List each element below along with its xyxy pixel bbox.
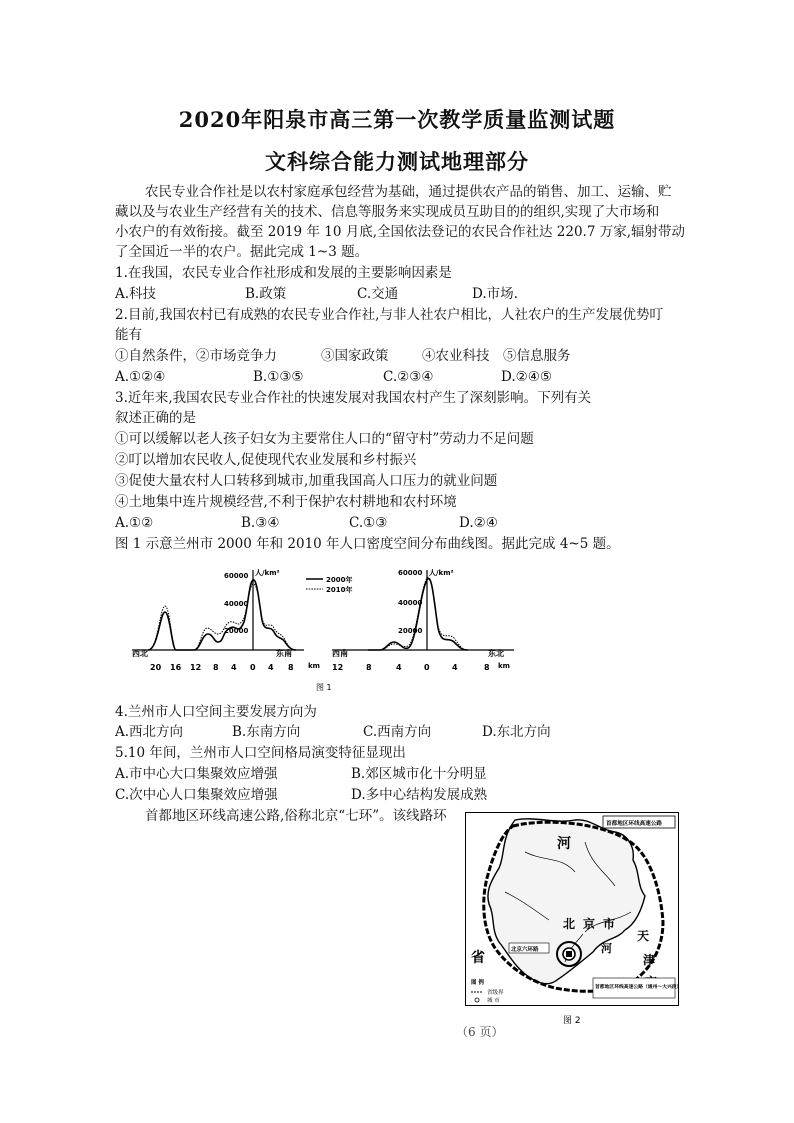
q4-option-d: D.东北方向 <box>482 724 551 740</box>
left-xtick-4: 4 <box>231 663 237 672</box>
label-jing: 京 <box>583 917 596 931</box>
right-unit: 人/km² <box>429 569 454 577</box>
right-curve-2000 <box>368 579 468 650</box>
label-sheng: 省 <box>471 950 485 966</box>
q1-option-a: A.科技 <box>115 286 157 302</box>
right-dir-sw: 西南 <box>332 649 348 658</box>
q1-option-d: D.市场. <box>472 286 518 302</box>
label-he: 河 <box>557 836 571 852</box>
q2-item-3: ④农业科技 <box>422 348 490 364</box>
q3-option-d: D.②④ <box>459 515 498 531</box>
q1-option-c: C.交通 <box>357 286 399 302</box>
q3-option-c: C.①③ <box>349 515 388 531</box>
left-xtick-20: 20 <box>150 663 162 672</box>
q1-stem: 1.在我国，农民专业合作社形成和发展的主要影响因素是 <box>115 265 452 281</box>
q4-stem: 4.兰州市人口空间主要发展方向为 <box>115 704 317 720</box>
left-xtick-12: 12 <box>190 663 202 672</box>
right-xtick-8b: 8 <box>484 663 490 672</box>
right-xtick-0: 0 <box>424 663 430 672</box>
q3-item-4: ④土地集中连片规模经营,不利于保护农村耕地和农村环境 <box>115 494 457 510</box>
q2-item-2: ③国家政策 <box>321 348 389 364</box>
left-km: km <box>308 662 320 670</box>
beijing-core <box>566 951 572 957</box>
q3-item-1: ①可以缓解以老人孩子妇女为主要常住人口的“留守村”劳动力不足问题 <box>115 431 534 447</box>
right-ytick-20000: 20000 <box>398 627 423 635</box>
map-ref-city: 城 市 <box>487 998 500 1004</box>
q2-stem-1: 2.目前,我国农村已有成熟的农民专业合作社,与非人社农户相比，人社农户的生产发展优势叮 <box>115 307 663 323</box>
left-ytick-60000: 60000 <box>224 572 249 580</box>
left-curve-2000 <box>148 580 296 650</box>
fig2-caption: 图 2 <box>563 1016 581 1026</box>
intro-line-1: 农民专业合作社是以农村家庭承包经营为基础，通过提供农产品的销售、加工、运输、贮 <box>145 184 672 200</box>
right-curve-2010 <box>368 577 468 650</box>
map-legend-label: 首都地区环线高速公路 <box>606 821 662 827</box>
fig1-caption: 图 1 <box>316 683 332 692</box>
left-dir-nw: 西北 <box>132 649 148 658</box>
legend-2000: 2000年 <box>326 576 353 584</box>
q3-item-2: ②叮以增加农民收人,促使现代农业发展和乡村振兴 <box>115 452 417 468</box>
q4-option-a: A.西北方向 <box>115 724 184 740</box>
q2-option-d: D.②④⑤ <box>501 369 552 385</box>
left-ytick-40000: 40000 <box>224 600 249 608</box>
right-xtick-4: 4 <box>396 663 402 672</box>
q2-option-c: C.②③④ <box>383 369 434 385</box>
left-xtick-8b: 8 <box>288 663 294 672</box>
q1-option-b: B.政策 <box>245 286 287 302</box>
q2-option-b: B.①③⑤ <box>253 369 304 385</box>
figure-1-chart <box>118 562 520 696</box>
left-xtick-8: 8 <box>213 663 219 672</box>
q5-option-a: A.市中心大口集聚效应增强 <box>115 766 278 782</box>
legend-2010: 2010年 <box>326 586 353 594</box>
right-xtick-12: 12 <box>332 663 344 672</box>
left-dir-se: 东南 <box>276 649 292 658</box>
map-section-label: 首都地区环线高速公路（通州～大兴段） <box>595 985 681 990</box>
page-footer: （6 页） <box>456 1025 504 1039</box>
left-ytick-20000: 20000 <box>224 627 249 635</box>
intro-line-2: 藏以及与农业生产经营有关的技术、信息等服务来实现成员互助目的的组织,实现了大市场和 <box>115 204 660 220</box>
q3-option-b: B.③④ <box>241 515 280 531</box>
label-bj6: 北京六环路 <box>511 947 539 953</box>
page-title: 2020年阳泉市高三第一次教学质量监测试题 <box>178 107 616 132</box>
fig1-intro: 图 1 示意兰州市 2000 年和 2010 年人口密度空间分布曲线图。据此完成 4~5 题。 <box>115 536 620 552</box>
intro-line-3: 小农户的有效衔接。截至 2019 年 10 月底,全国依法登记的农民合作社达 220.7 万家,辐射带动 <box>115 224 686 240</box>
page-subtitle: 文科综合能力测试地理部分 <box>265 149 529 174</box>
q3-option-a: A.①② <box>115 515 154 531</box>
q3-stem-1: 3.近年来,我国农民专业合作社的快速发展对我国农村产生了深刻影响。下列有关 <box>115 390 592 406</box>
q3-stem-2: 叙述正确的是 <box>115 410 196 426</box>
q4-option-b: B.东南方向 <box>232 724 301 740</box>
label-tian: 天 <box>637 929 650 943</box>
q2-item-1: ①自然条件，②市场竞争力 <box>115 348 277 364</box>
left-unit: 人/km² <box>255 569 280 577</box>
right-ytick-40000: 40000 <box>398 599 423 607</box>
left-xtick-4b: 4 <box>268 663 274 672</box>
q5-option-b: B.郊区城市化十分明显 <box>351 766 487 782</box>
q5-option-d: D.多中心结构发展成熟 <box>351 787 488 803</box>
map-ref-title: 图 例 <box>471 980 484 986</box>
right-dir-ne: 东北 <box>488 649 504 658</box>
q5-stem: 5.10 年间，兰州市人口空间格局演变特征显现出 <box>115 745 406 761</box>
left-xtick-16: 16 <box>170 663 182 672</box>
label-jin: 津 <box>643 953 656 967</box>
q3-item-3: ③促使大量农村人口转移到城市,加重我国高人口压力的就业问题 <box>115 473 498 489</box>
right-xtick-4b: 4 <box>452 663 458 672</box>
label-bei: 北 <box>563 917 576 931</box>
right-ytick-60000: 60000 <box>398 569 423 577</box>
q2-stem-2: 能有 <box>115 327 142 343</box>
figure-2-map <box>465 812 681 1028</box>
right-xtick-8: 8 <box>366 663 372 672</box>
q2-option-a: A.①②④ <box>115 369 166 385</box>
left-xtick-0: 0 <box>250 663 256 672</box>
q4-option-c: C.西南方向 <box>363 724 432 740</box>
q5-option-c: C.次中心人口集聚效应增强 <box>115 787 278 803</box>
label-shi: 市 <box>603 917 616 931</box>
right-km: km <box>498 662 510 670</box>
intro-line-4: 了全国近一半的农户。据此完成 1~3 题。 <box>115 244 369 260</box>
q2-item-4: ⑤信息服务 <box>503 348 571 364</box>
label-he2: 河 <box>601 942 612 955</box>
map-ref-border: 省级界 <box>487 990 504 996</box>
q6-intro: 首都地区环线高速公路,俗称北京“七环”。该线路环 <box>145 808 447 824</box>
